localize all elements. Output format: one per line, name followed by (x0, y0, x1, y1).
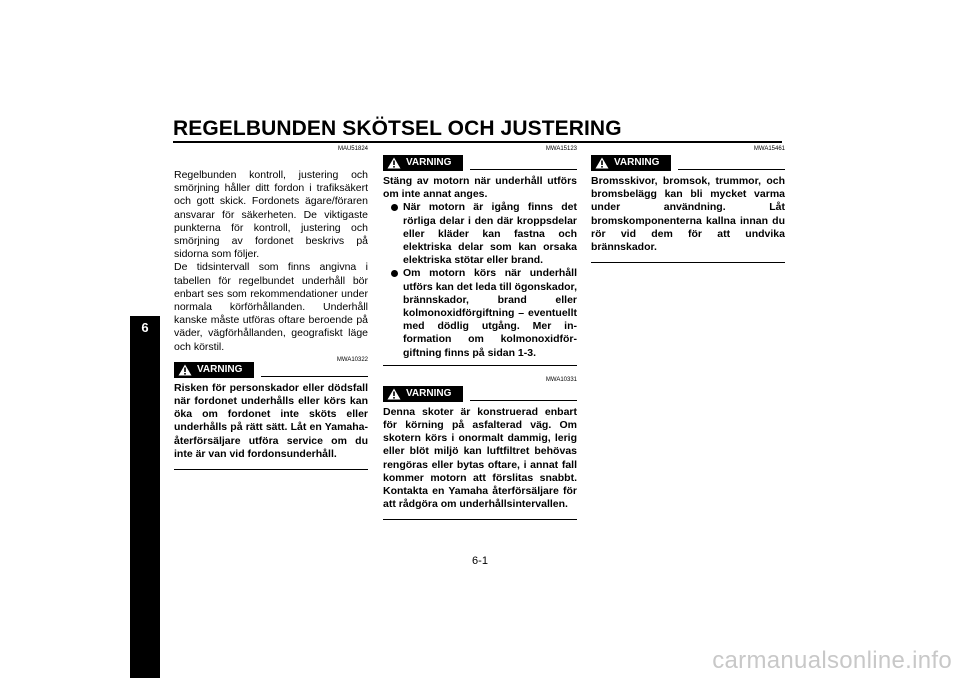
chapter-tab (130, 316, 160, 678)
warning-badge (174, 362, 254, 378)
warning-triangle-icon (387, 157, 401, 169)
bullet-item (383, 201, 577, 267)
column-1 (174, 145, 368, 470)
warning-end-rule (591, 262, 785, 263)
warning-code: MWA15461 (753, 146, 785, 152)
warning-code: MWA10322 (336, 356, 368, 363)
bullet-icon (391, 270, 398, 277)
warning-header (383, 386, 577, 402)
warning-rule (470, 400, 577, 401)
warning-code: MWA15123 (545, 146, 577, 152)
warning-triangle-icon (178, 364, 192, 376)
warning-end-rule (174, 469, 368, 470)
section-code: MAU51824 (337, 146, 368, 152)
warning-label: VARNING (614, 157, 660, 168)
column-3 (591, 145, 785, 263)
page-number: 6-1 (472, 555, 488, 567)
bullet-item (383, 267, 577, 359)
warning-badge (383, 386, 463, 402)
intro-paragraph-2: De tidsintervall som finns angivna i tabellen för regelbundet underhåll bör enbart ses som rekommendationer under normala körförhållanden. Underhåll kanske måste utföras oftare beroende på väder, vägförhållanden, geografiskt läge och körstil. (174, 261, 368, 353)
warning-text: Risken för personskador eller dödsfall när fordonet underhålls eller körs kan öka om fordonet inte sköts eller underhålls på rätt sätt. Låt en Yamaha-återförsäljare utföra service om du inte är van vid fordonsunderhåll. (174, 381, 368, 460)
warning-header (591, 155, 785, 171)
intro-paragraph-1: Regelbunden kontroll, justering och smörjning håller ditt fordon i trafiksäkert och gott skick. Fordonets ägare/föraren ansvarar för säkerheten. De viktigaste punkterna för kontroll, justering och smörjning av fordonet beskrivs på sidorna som följer. (174, 169, 368, 261)
warning-label: VARNING (406, 157, 452, 168)
warning-label: VARNING (197, 363, 243, 375)
warning-text: Denna skoter är konstruerad enbart för körning på asfalterad väg. Om skotern körs i onormalt dammig, lerig eller blöt miljö kan luftfiltret behövas rengöras eller bytas oftare, i annat fall kommer motorn att förslitas snabbt. Kontakta en Yamaha återförsäljare för att rådgöra om underhållsintervallen. (383, 405, 577, 511)
warning-header (174, 362, 368, 378)
bullet-text: Om motorn körs när underhåll utförs kan det leda till ögonskador, brännskador, brand eller kolmonoxidförgiftning – eventuellt med dödlig utgång. Mer information om kolmonoxidförgiftning finns på sidan 1-3. (403, 267, 577, 359)
warning-rule (261, 376, 368, 377)
watermark: carmanualsonline.info (712, 647, 952, 674)
bullet-text: När motorn är igång finns det rörliga delar i den där kroppsdelar eller kläder kan fastna och elektriska delar som kan orsaka elektriska stötar eller brand. (403, 201, 577, 267)
warning-badge (591, 155, 671, 171)
warning-rule (678, 169, 785, 170)
warning-code: MWA10331 (545, 376, 577, 383)
warning-text: Bromsskivor, bromsok, trummor, och bromsbelägg kan bli mycket varma under användning. Låt bromskomponenterna kallna innan du rör vid dem för att undvika brännskador. (591, 175, 785, 254)
bullet-icon (391, 204, 398, 211)
page-title: REGELBUNDEN SKÖTSEL OCH JUSTERING (173, 117, 622, 140)
warning-end-rule (383, 519, 577, 520)
warning-rule (470, 169, 577, 170)
column-2 (383, 145, 577, 520)
warning-triangle-icon (595, 157, 609, 169)
warning-label: VARNING (406, 387, 452, 399)
warning-badge (383, 155, 463, 171)
warning-triangle-icon (387, 388, 401, 400)
chapter-number: 6 (141, 320, 149, 335)
warning-end-rule (383, 365, 577, 366)
warning-bullet-list (383, 201, 577, 359)
warning-header (383, 155, 577, 171)
title-rule (173, 141, 782, 143)
warning-text: Stäng av motorn när underhåll utförs om inte annat anges. (383, 175, 577, 201)
